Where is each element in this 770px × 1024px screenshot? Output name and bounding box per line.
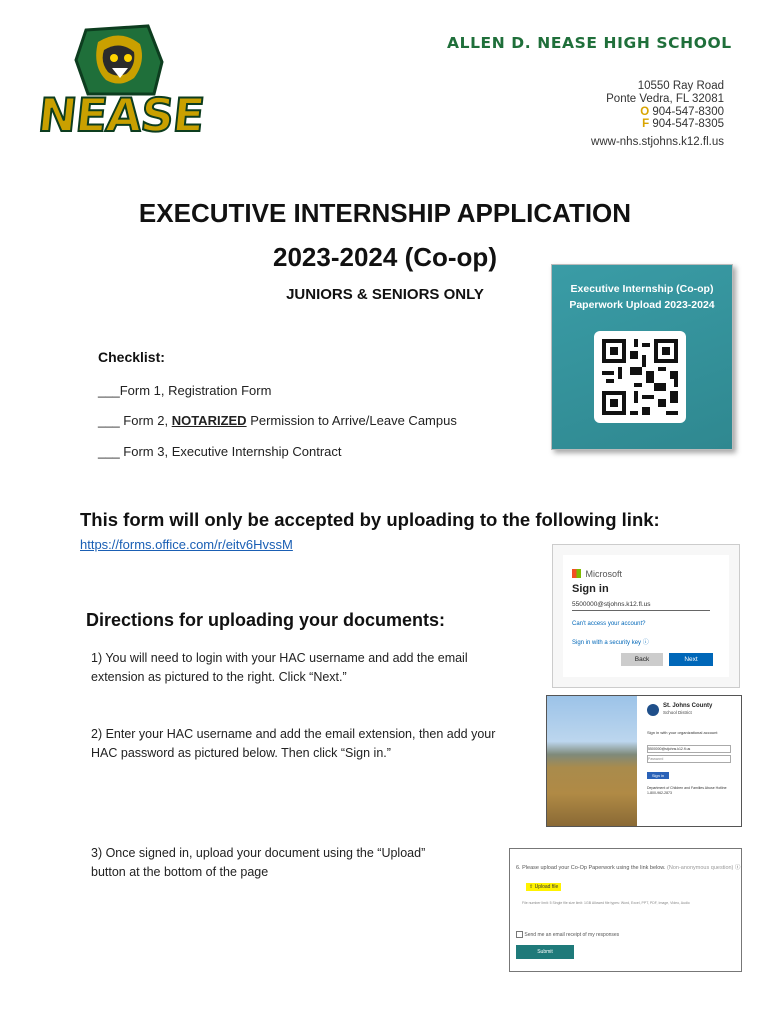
step2 xyxy=(91,725,495,763)
qr-code xyxy=(594,331,686,423)
step2-line2: HAC password as pictured below. Then click “Sign in.” xyxy=(91,746,391,760)
checklist-item-form1: ___Form 1, Registration Form xyxy=(98,383,272,398)
step3 xyxy=(91,844,425,882)
upload-form-link[interactable]: https://forms.office.com/r/eitv6HvssM xyxy=(80,537,293,552)
website: www-nhs.stjohns.k12.fl.us xyxy=(591,136,724,148)
email-receipt-option[interactable] xyxy=(516,931,619,938)
help-icon: ⓘ xyxy=(642,640,649,646)
phone-line xyxy=(640,106,724,119)
checklist-item-form2 xyxy=(98,413,457,428)
ms-back-button[interactable]: Back xyxy=(621,653,663,666)
form2-prefix: ___ Form 2, xyxy=(98,413,172,428)
step3-line1: 3) Once signed in, upload your document using the “Upload” xyxy=(91,846,426,860)
qr-card-line2: Paperwork Upload 2023-2024 xyxy=(569,299,715,311)
notarized-emphasis: NOTARIZED xyxy=(171,413,247,428)
checklist-heading: Checklist: xyxy=(98,349,165,365)
microsoft-logo-icon xyxy=(572,569,581,578)
upload-file-button[interactable] xyxy=(526,883,561,891)
upload-file-label: Upload file xyxy=(534,884,559,890)
step1-line1: 1) You will need to login with your HAC username and add the email xyxy=(91,651,468,665)
step2-line1: 2) Enter your HAC username and add the email extension, then add your xyxy=(91,727,496,741)
stjohns-signin-screenshot xyxy=(546,695,742,827)
upload-instructions-heading: This form will only be accepted by uploading to the following link: xyxy=(80,509,660,530)
receipt-checkbox[interactable] xyxy=(516,931,523,938)
upload-icon: ⇧ xyxy=(529,884,534,890)
phone-letter: O xyxy=(640,106,650,118)
beach-photo xyxy=(547,696,637,826)
school-name: ALLEN D. NEASE HIGH SCHOOL xyxy=(447,34,732,52)
page-title: EXECUTIVE INTERNSHIP APPLICATION xyxy=(138,198,632,228)
sj-email-input[interactable]: 5500000@stjohns.k12.fl.us xyxy=(647,745,731,753)
step1-line2: extension as pictured to the right. Click “Next.” xyxy=(91,670,347,684)
upload-question-note: (Non-anonymous question) xyxy=(667,865,734,871)
microsoft-brand: Microsoft xyxy=(585,568,622,579)
page-title-year: 2023-2024 (Co-op) xyxy=(273,242,497,272)
page-subtitle: JUNIORS & SENIORS ONLY xyxy=(286,286,484,303)
address-line2: Ponte Vedra, FL 32081 xyxy=(606,93,724,105)
ms-next-button[interactable]: Next xyxy=(669,653,713,666)
ms-cant-access-link[interactable]: Can't access your account? xyxy=(572,621,646,627)
microsoft-signin-screenshot xyxy=(552,544,740,688)
fax-line xyxy=(642,118,724,131)
step3-line2: button at the bottom of the page xyxy=(91,865,269,879)
ms-signin-heading: Sign in xyxy=(572,583,609,595)
upload-limits: File number limit: 5 Single file size limit: 1GB Allowed file types: Word, Excel, PPT, PDF, Image, Video, Audio xyxy=(522,901,690,905)
ms-email-input[interactable]: 5500000@stjohns.k12.fl.us xyxy=(572,601,710,611)
address-line1: 10550 Ray Road xyxy=(637,80,724,92)
sj-footer1: Department of Children and Families Abuse Hotline xyxy=(647,786,727,790)
form2-suffix: Permission to Arrive/Leave Campus xyxy=(246,413,457,428)
nease-logo xyxy=(36,22,206,150)
qr-card-line1: Executive Internship (Co-op) xyxy=(570,283,714,295)
ms-security-key-link[interactable] xyxy=(572,637,649,646)
sj-org-name: St. Johns County xyxy=(663,703,713,709)
submit-button[interactable]: Submit xyxy=(516,945,574,959)
sj-prompt: Sign in with your organizational account xyxy=(647,730,718,735)
sj-password-input[interactable]: Password xyxy=(647,755,731,763)
phone-number: 904-547-8300 xyxy=(652,106,724,118)
sj-footer2: 1-800-962-2873 xyxy=(647,791,672,795)
directions-heading: Directions for uploading your documents: xyxy=(86,610,446,630)
microsoft-logo xyxy=(572,565,622,583)
info-icon: ⓘ xyxy=(734,865,741,871)
fax-letter: F xyxy=(642,118,650,130)
step1 xyxy=(91,649,468,687)
upload-question-text: 6. Please upload your Co-Op Paperwork using the link below. xyxy=(516,865,666,871)
checklist-item-form3: ___ Form 3, Executive Internship Contract xyxy=(98,444,342,459)
upload-question xyxy=(516,863,740,871)
upload-form-screenshot xyxy=(509,848,742,972)
receipt-label: Send me an email receipt of my responses xyxy=(524,931,620,938)
sj-signin-button[interactable]: Sign in xyxy=(647,772,669,779)
qr-code-card xyxy=(551,264,733,450)
logo-wordmark: NEASE xyxy=(35,88,207,142)
fax-number: 904-547-8305 xyxy=(652,118,724,130)
ms-security-key-label: Sign in with a security key xyxy=(572,640,642,646)
district-seal-icon xyxy=(647,704,659,716)
sj-org-sub: School District xyxy=(663,710,692,715)
